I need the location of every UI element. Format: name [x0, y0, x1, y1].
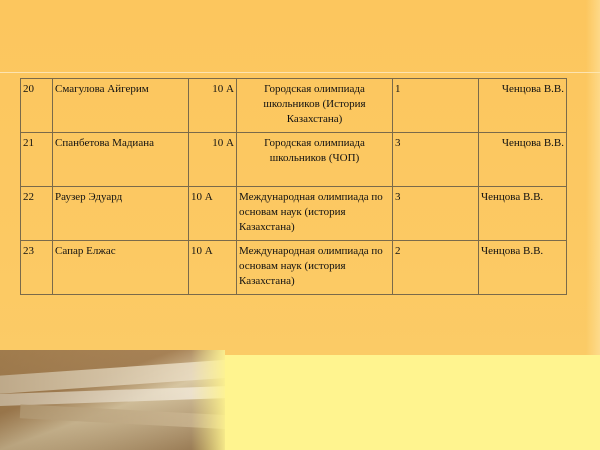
place: 3: [393, 187, 479, 241]
student-grade: 10 А: [189, 79, 237, 133]
student-name: Раузер Эдуард: [53, 187, 189, 241]
event-name: Международная олимпиада по основам наук (история Казахстана): [237, 241, 393, 295]
teacher-name: Ченцова В.В.: [479, 241, 567, 295]
place: 2: [393, 241, 479, 295]
row-number: 21: [21, 133, 53, 187]
awards-table: [20, 78, 567, 295]
table-row: [21, 79, 567, 133]
teacher-name: Ченцова В.В.: [479, 187, 567, 241]
table-row: [21, 241, 567, 295]
student-grade: 10 А: [189, 241, 237, 295]
student-name: Смагулова Айгерим: [53, 79, 189, 133]
teacher-name: Ченцова В.В.: [479, 133, 567, 187]
row-number: 23: [21, 241, 53, 295]
event-name: Городская олимпиада школьников (История Казахстана): [237, 79, 393, 133]
row-number: 20: [21, 79, 53, 133]
student-name: Спанбетова Мадиана: [53, 133, 189, 187]
place: 1: [393, 79, 479, 133]
student-grade: 10 А: [189, 187, 237, 241]
event-name: Международная олимпиада по основам наук (история Казахстана): [237, 187, 393, 241]
header-divider: [0, 72, 600, 73]
event-name: Городская олимпиада школьников (ЧОП): [237, 133, 393, 187]
stack-of-books-image: [0, 350, 225, 450]
teacher-name: Ченцова В.В.: [479, 79, 567, 133]
student-grade: 10 А: [189, 133, 237, 187]
student-name: Сапар Елжас: [53, 241, 189, 295]
row-number: 22: [21, 187, 53, 241]
place: 3: [393, 133, 479, 187]
table-row: [21, 187, 567, 241]
table-row: [21, 133, 567, 187]
